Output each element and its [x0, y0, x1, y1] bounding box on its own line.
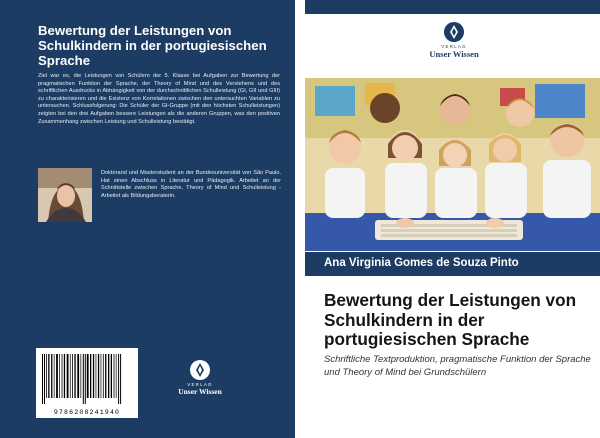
- book-spine: [295, 0, 305, 438]
- isbn-number: 9786208241940: [53, 409, 121, 416]
- cover-photo-children: [305, 78, 600, 251]
- barcode-bar: [114, 354, 115, 398]
- barcode-bar: [85, 354, 86, 404]
- back-cover: [0, 0, 295, 438]
- barcode-bar: [44, 354, 45, 404]
- front-author-name: Ana Virginia Gomes de Souza Pinto: [324, 257, 519, 269]
- back-cover-title: Bewertung der Leistungen von Schulkindern in der portugiesischen Sprache: [38, 23, 267, 68]
- isbn-barcode: [36, 348, 138, 418]
- barcode-bar: [93, 354, 94, 398]
- front-publisher-logo: [409, 22, 499, 70]
- barcode-bar: [98, 354, 99, 398]
- barcode-bar: [103, 354, 104, 398]
- barcode-bar: [101, 354, 102, 398]
- barcode-bar: [105, 354, 106, 398]
- barcode-bar: [51, 354, 52, 398]
- barcode-bar: [74, 354, 75, 398]
- barcode-bar: [70, 354, 71, 398]
- barcode-bar: [83, 354, 84, 404]
- barcode-bar: [120, 354, 121, 404]
- publisher-verlag-label: VERLAG: [187, 382, 213, 387]
- publisher-emblem-icon: [190, 360, 210, 380]
- barcode-bar: [77, 354, 79, 398]
- back-cover-summary: Ziel war es, die Leistungen von Schülern der 5. Klasse bei Aufgaben zur Bewertung der pragmatischen Funktion der Sprache, der Theory of Mind und des Verstehens und des schriftlichen Ausdrucks in Abhängigkeit von der durchschnittlichen Schulleistung (GI, GII und GIII) zu charakterisieren und die Existenz von Korrelationen zwischen den untersuchten Variablen zu untersuchen. Schlussfolgerung: Die Schüler der GI-Gruppe (mit den höchsten Schulleistungen) zeigten bei den drei Aufgaben bessere Leistungen als die anderen Gruppen, was den positiven Zusammenhang zwischen Leistung und Schulleistung bestätigt.: [38, 73, 280, 125]
- barcode-bar: [56, 354, 58, 398]
- author-photo: [38, 168, 92, 222]
- publisher-verlag-label: VERLAG: [441, 44, 467, 49]
- publisher-emblem-icon: [444, 22, 464, 42]
- author-band: [305, 252, 600, 276]
- barcode-bar: [96, 354, 97, 398]
- front-top-bar: [305, 0, 600, 14]
- barcode-bar: [59, 354, 60, 398]
- barcode-bar: [72, 354, 73, 398]
- barcode-bar: [118, 354, 119, 404]
- barcode-bar: [54, 354, 55, 398]
- barcode-bar: [90, 354, 91, 398]
- barcode-bar: [87, 354, 89, 398]
- barcode-bar: [64, 354, 65, 398]
- publisher-name: Unser Wissen: [429, 49, 479, 59]
- barcode-bar: [108, 354, 109, 398]
- barcode-bar: [62, 354, 63, 398]
- barcode-bar: [116, 354, 117, 398]
- front-cover-title: Bewertung der Leistungen von Schulkindern in der portugiesischen Sprache: [324, 290, 577, 349]
- barcode-bar: [111, 354, 112, 398]
- back-publisher-logo: [170, 360, 230, 410]
- barcode-bar: [42, 354, 43, 404]
- front-cover: [305, 0, 600, 438]
- barcode-bar: [67, 354, 69, 398]
- author-bio: Doktorand und Masterstudent an der Bundesuniversität von São Paulo. Hat einen Abschluss in Literatur und Pädagogik. Arbeitet an der Schnittstelle zwischen Sprache, Theory of Mind und Schulleistung - Arbeitet als Bildungsberaterin.: [101, 170, 281, 199]
- front-cover-subtitle: Schriftliche Textproduktion, pragmatische Funktion der Sprache und Theory of Mind bei Grundschülern: [324, 354, 591, 378]
- barcode-bar: [46, 354, 47, 398]
- barcode-bar: [48, 354, 49, 398]
- barcode-bar: [81, 354, 82, 398]
- publisher-name: Unser Wissen: [178, 387, 222, 396]
